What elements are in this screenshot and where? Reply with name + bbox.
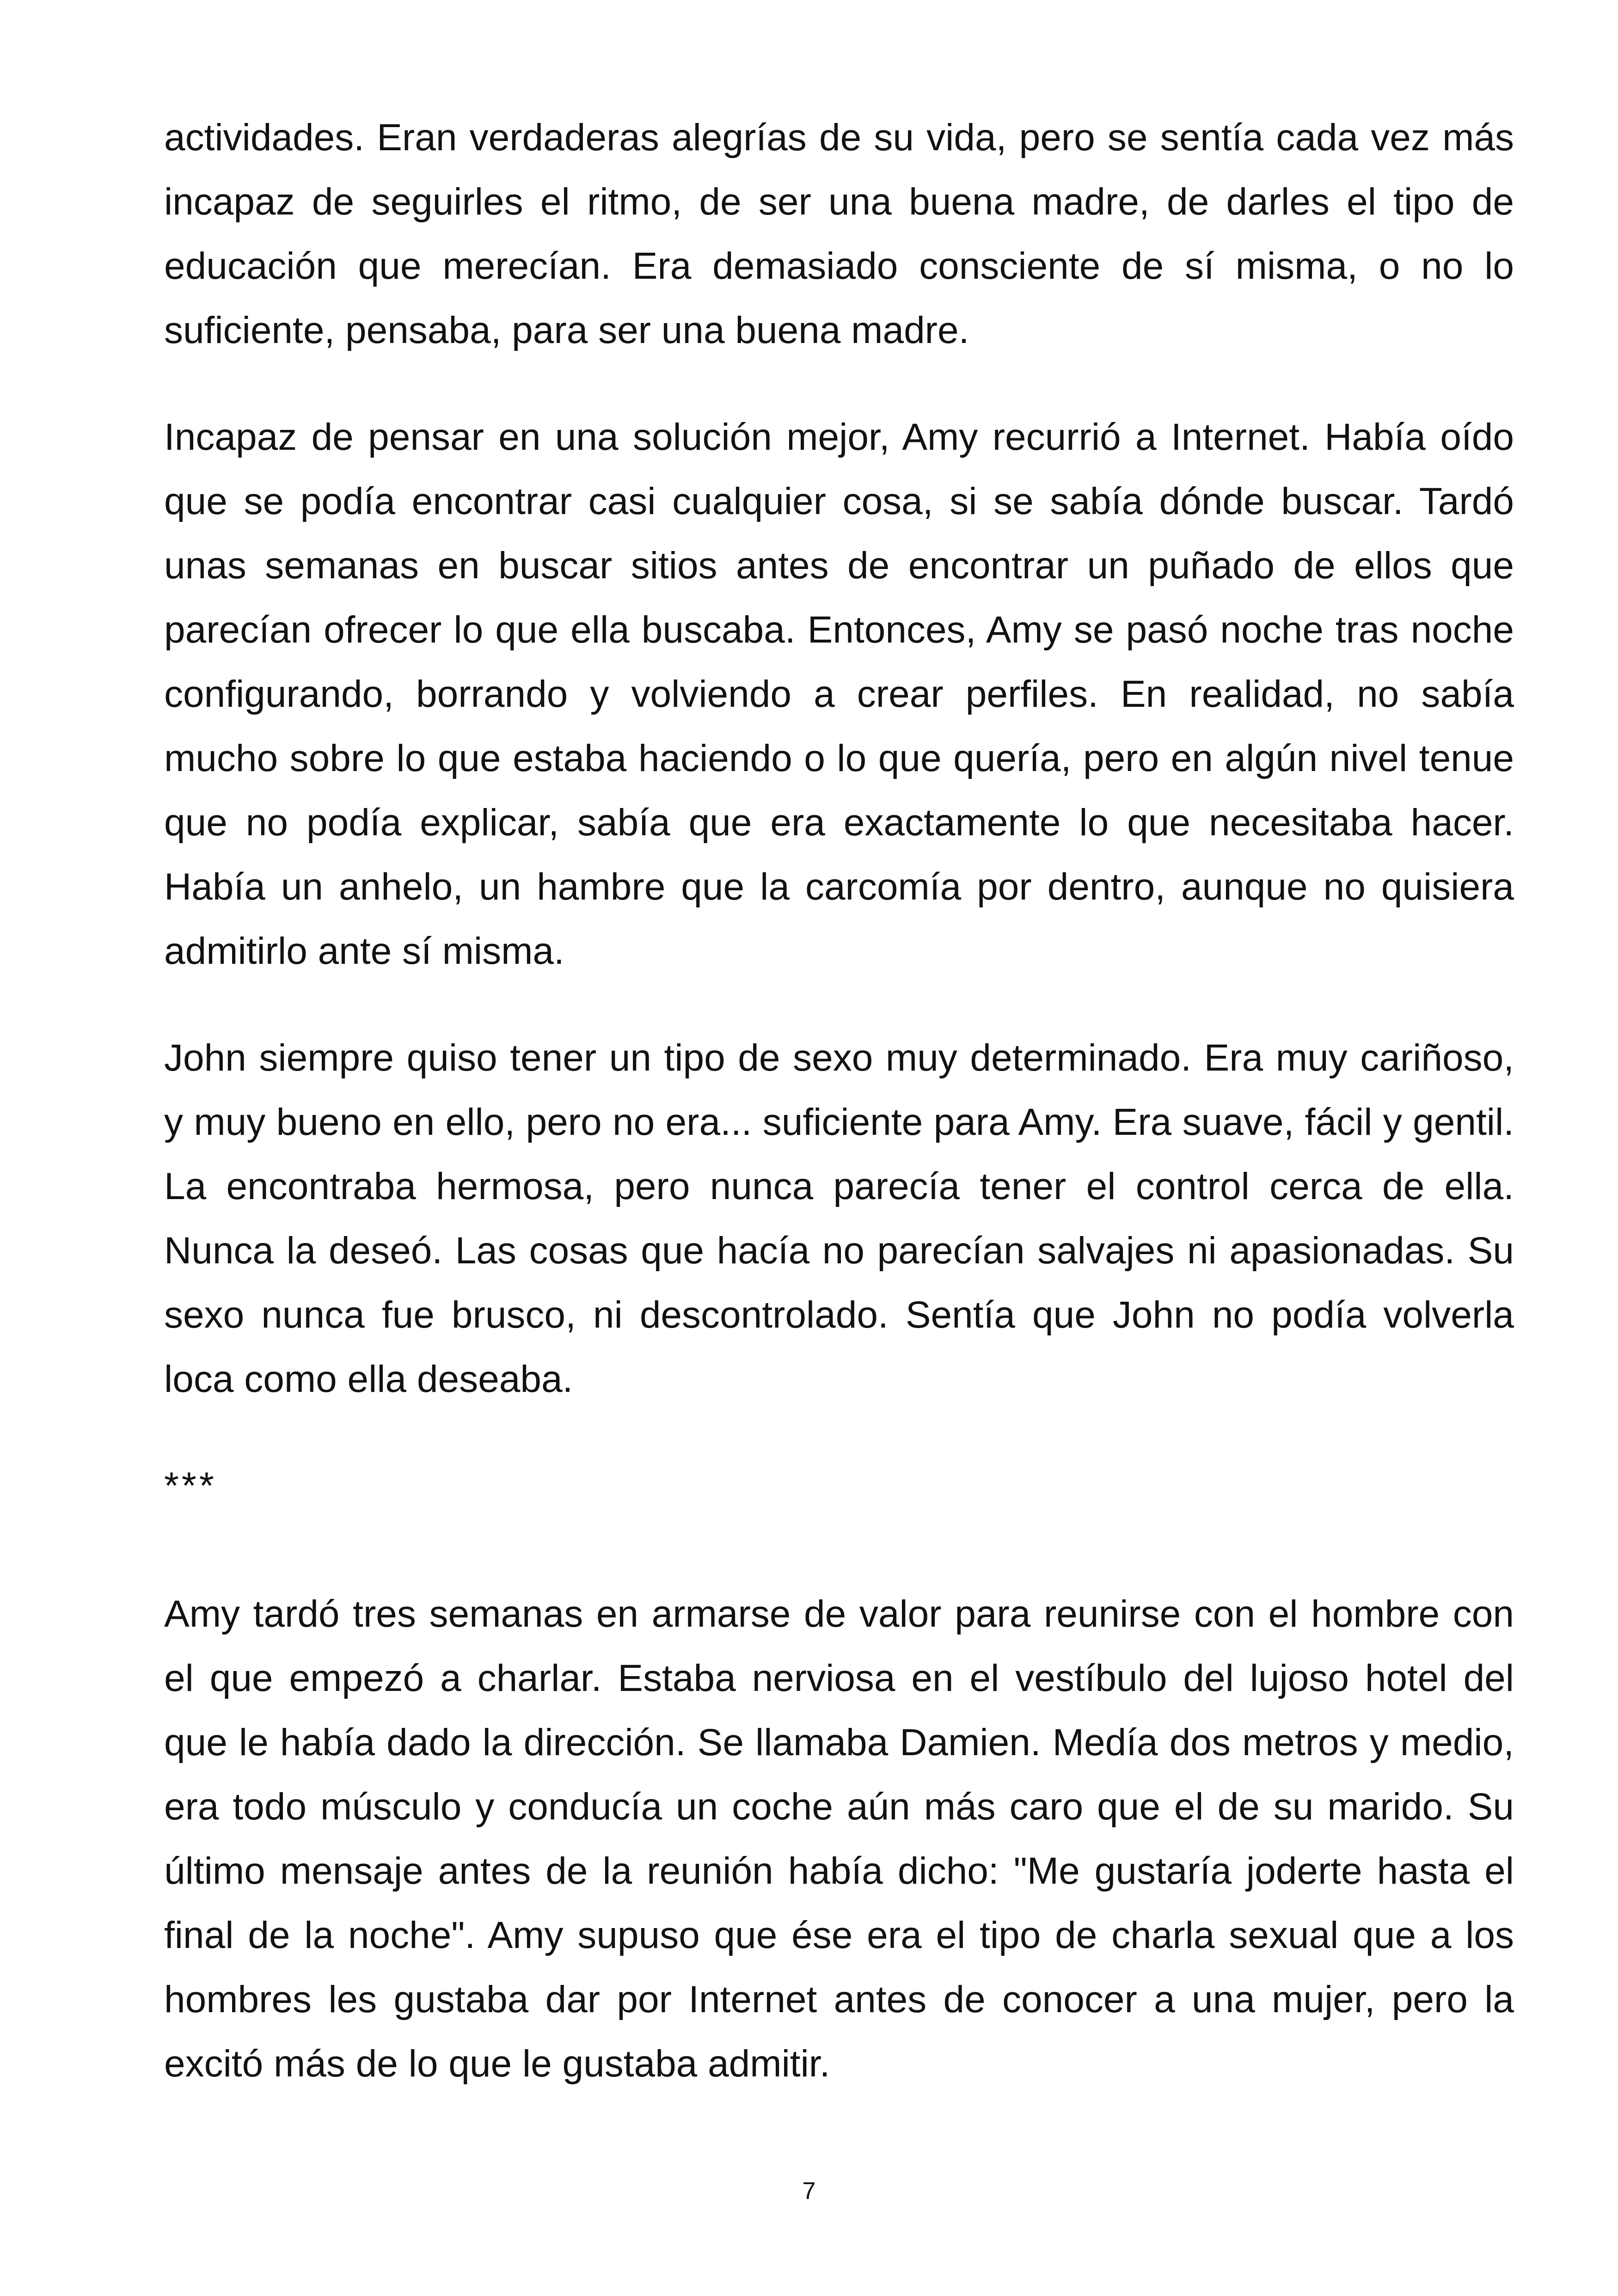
document-page [164, 105, 1514, 2138]
paragraph-1: actividades. Eran verdaderas alegrías de su vida, pero se sentía cada vez más incapaz de seguirles el ritmo, de ser una buena madre, de darles el tipo de educación que merecían. Era demasiado consciente de sí misma, o no lo suficiente, pensaba, para ser una buena madre. [164, 116, 1514, 351]
paragraph-2: Incapaz de pensar en una solución mejor, Amy recurrió a Internet. Había oído que se podía encontrar casi cualquier cosa, si se sabía dónde buscar. Tardó unas semanas en buscar sitios antes de encontrar un puñado de ellos que parecían ofrecer lo que ella buscaba. Entonces, Amy se pasó noche tras noche configurando, borrando y volviendo a crear perfiles. En realidad, no sabía mucho sobre lo que estaba haciendo o lo que quería, pero en algún nivel tenue que no podía explicar, sabía que era exactamente lo que necesitaba hacer. Había un anhelo, un hambre que la carcomía por dentro, aunque no quisiera admitirlo ante sí misma. [164, 416, 1514, 972]
page-number: 7 [802, 2178, 816, 2204]
paragraph-4: Amy tardó tres semanas en armarse de valor para reunirse con el hombre con el que empezó a charlar. Estaba nerviosa en el vestíbulo del lujoso hotel del que le había dado la dirección. Se llamaba Damien. Medía dos metros y medio, era todo músculo y conducía un coche aún más caro que el de su marido. Su último mensaje antes de la reunión había dicho: "Me gustaría joderte hasta el final de la noche". Amy supuso que ése era el tipo de charla sexual que a los hombres les gustaba dar por Internet antes de conocer a una mujer, pero la excitó más de lo que le gustaba admitir. [164, 1593, 1514, 2085]
paragraph-3: John siempre quiso tener un tipo de sexo muy determinado. Era muy cariñoso, y muy bueno en ello, pero no era... suficiente para Amy. Era suave, fácil y gentil. La encontraba hermosa, pero nunca parecía tener el control cerca de ella. Nunca la deseó. Las cosas que hacía no parecían salvajes ni apasionadas. Su sexo nunca fue brusco, ni descontrolado. Sentía que John no podía volverla loca como ella deseaba. [164, 1037, 1514, 1400]
scene-break: *** [164, 1465, 217, 1507]
